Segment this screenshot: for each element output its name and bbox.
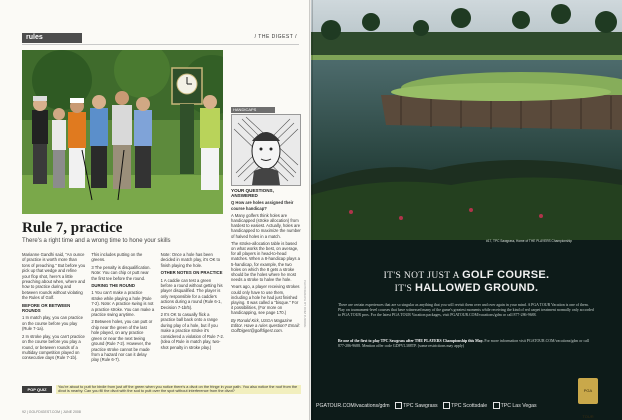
golfers-photo (22, 50, 223, 214)
photo-caption: #17, TPC Sawgrass, Home of THE PLAYERS Championship (486, 239, 572, 243)
ad-bottom-bar (316, 402, 537, 409)
body-subhead: DURING THE ROUND (91, 283, 136, 289)
island-green-photo (311, 0, 622, 420)
tpc-logo-icon (493, 402, 500, 409)
pop-quiz-label: POP QUIZ (22, 386, 52, 393)
body-paragraph: 2 It's OK to casually flick a practice ball back onto a range during play of a hole, but if you make a practice stroke it's considered a violation of Rule 7-2. (Idea of Rule in match play, two-shot penalty in stroke play.) (160, 312, 224, 350)
sidebar-question: Q How are holes assigned their course handicap? (231, 200, 294, 211)
tpc-las-vegas-link[interactable]: TPC Las Vegas (500, 402, 537, 409)
body-paragraph: 2 In stroke play, you can't practice on the course before you play a round, or between rounds of a multiday competition played on consecutive days (Rule 7-1b). This includes putting on the greens. (22, 252, 143, 361)
tpc-logo-icon (395, 402, 402, 409)
photo-credit: PHOTOGRAPH BY DOM FURORE (303, 280, 307, 328)
author-illustration (231, 114, 301, 186)
right-page-ad (311, 0, 622, 420)
body-paragraph: Marianne Gandhi said, "An ounce of practice is worth more than tons of preaching." But before you pick up that wedge and refine your flop shot, here's a little preaching about when, where and how to practice during and between rounds without violating the Rules of Golf. (22, 252, 86, 301)
body-paragraph: 1 In match play, you can practice on the course before you play (Rule 7-1a). (22, 315, 83, 332)
body-paragraph: 1 You can't make a practice stroke while playing a hole (Rule 7-2). Note: A practice swing is not a practice stroke. You can make a practice swing anytime. (91, 290, 155, 318)
tpc-logo-icon (443, 402, 450, 409)
sidebar-answer-2: The stroke-allocation table is based on what works the best, on average, for all players in head-to-head matches. When a 8-handicap plays a 5-handicap, for example, the two holes on which the 8 gets a stroke should be the holes where he most needs a stroke to halve the hole. (231, 240, 300, 283)
section-label: rules (22, 33, 82, 43)
tagline-2a: IT'S (394, 284, 415, 294)
tagline-line-1 (311, 269, 622, 281)
sidebar-byline: By Ronald Kirk, USGA Magazine Editor. Have a rules question? Email: GolfDigest@golfdigest.com. (231, 317, 300, 334)
body-paragraph: 1 A caddie can test a green before a round without getting his player disqualified. The player is only responsible for a caddie's actions during a round (Rule 6-1, Decision 7-1b/5). (160, 277, 223, 310)
ad-paragraph-2-rest: For more information visit PGATOUR.COM/vacations/gdm or call 877-286-9688. Mention offer code GDPVL388TP. (some restrictions may apply) (338, 339, 590, 348)
tagline-1a: IT'S NOT JUST A (383, 271, 463, 281)
ad-paragraph-2 (338, 339, 596, 349)
tagline-2b: HALLOWED GROUND. (414, 282, 539, 294)
spread-gutter (309, 0, 313, 420)
sidebar-answer-3: Years ago, a player receiving strokes could only have to use them, including a hole he had just finished playing. It was called a "bisque." For it possibilities, (For more on handicapping, see page 170.) (231, 284, 300, 316)
tagline-1b: GOLF COURSE. (462, 269, 550, 281)
article-headline: Rule 7, practice (22, 220, 123, 236)
tagline-line-2 (311, 282, 622, 294)
handicaps-tag: HANDICAPS (231, 107, 275, 113)
ad-paragraph-2-lead: Be one of the first to play TPC Sawgrass after THE PLAYERS Championship this May. (338, 339, 484, 343)
article-body (22, 252, 224, 392)
ad-paragraph-1: There are certain experiences that are so singular as anything that you will revisit them over and over again in your mind. A PGA TOUR Vacation is one of them. Play on tournament-level courses that have witnessed many of the game's greatest moments while receiving the kind of red carpet treatment normally only accorded to PGA TOUR pros. For the latest PGA TOUR Vacation packages, visit PGATOUR.COM/vacations/gdm or call 877-286-9688. (338, 303, 594, 317)
body-paragraph: 2 Between holes, you can putt or chip near the green of the last hole played, on any practice green or near the next teeing ground (Rule 7-2). However, the practice stroke cannot be made from a hazard nor can it delay play (Rule 6-7). (91, 319, 153, 363)
tpc-sawgrass-link[interactable]: TPC Sawgrass (403, 402, 438, 409)
pga-tour-logo: PGA TOUR (578, 378, 598, 404)
ad-url-link[interactable]: PGATOUR.COM/vacations/gdm (316, 402, 390, 409)
pop-quiz-text: You're about to putt for birdie from just off the green when you notice there's a divot on the fringe in your path. You also notice the roof from the divot is nearby. Can you fill the divot with the sod to putt over the spot without interference from the divot? (56, 385, 301, 394)
body-subhead: OTHER NOTES ON PRACTICE (160, 270, 223, 276)
header-divider (22, 44, 299, 45)
sidebar-heading: YOUR QUESTIONS, ANSWERED (231, 188, 274, 199)
article-deck: There's a right time and a wrong time to hone your skills (22, 238, 171, 244)
body-paragraph: Note: Once a hole has been decided in match play, it's OK to finish playing the hole. (160, 252, 221, 268)
body-subhead: BEFORE OR BETWEEN ROUNDS (22, 302, 71, 314)
tpc-scottsdale-link[interactable]: TPC Scottsdale (451, 402, 488, 409)
sidebar-answer-1: A Many golfers think holes are handicapped (stroke allocation) from hardest to easiest. Actually, holes are handicapped to maximize the number of halved holes in a match. (231, 212, 301, 239)
page-footer: 92 | GOLFDIGEST.COM | JUNE 2008 (22, 410, 81, 414)
body-paragraph: 3 The penalty is disqualification. Note: You can chip or putt near the first tee before the round. (91, 264, 151, 281)
digest-label: / THE DIGEST / (254, 34, 297, 40)
sidebar-qa (231, 188, 301, 335)
